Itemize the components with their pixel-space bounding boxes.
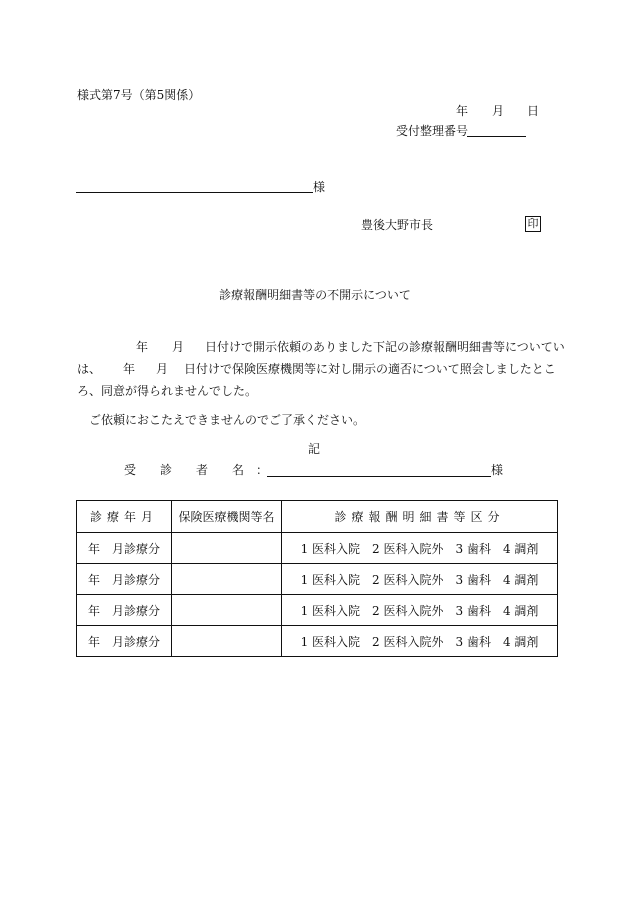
table-header-row bbox=[77, 501, 558, 533]
body-line4: ご依頼におこたえできませんのでご了承ください。 bbox=[89, 413, 366, 427]
cell-institution[interactable] bbox=[172, 626, 282, 657]
body-line1-month: 月 bbox=[172, 340, 185, 354]
ki-mark: 記 bbox=[308, 442, 321, 456]
date-month-label: 月 bbox=[492, 104, 505, 118]
patient-label: 受 診 者 名 ： bbox=[124, 463, 269, 477]
cell-category: 1 医科入院 2 医科入院外 3 歯科 4 調剤 bbox=[282, 626, 558, 657]
cell-institution[interactable] bbox=[172, 564, 282, 595]
cell-category: 1 医科入院 2 医科入院外 3 歯科 4 調剤 bbox=[282, 595, 558, 626]
cell-treatment-month: 年 月診療分 bbox=[77, 595, 172, 626]
table-row bbox=[77, 626, 558, 657]
header-category: 診療報酬明細書等区分 bbox=[282, 501, 558, 533]
body-line1-year: 年 bbox=[136, 340, 149, 354]
cell-treatment-month: 年 月診療分 bbox=[77, 533, 172, 564]
receipt-number-label: 受付整理番号 bbox=[396, 124, 469, 138]
document-title: 診療報酬明細書等の不開示について bbox=[219, 288, 411, 302]
addressee-field[interactable] bbox=[76, 192, 313, 193]
date-day-label: 日 bbox=[527, 104, 540, 118]
patient-name-field[interactable] bbox=[267, 476, 491, 477]
table-row bbox=[77, 533, 558, 564]
header-institution: 保険医療機関等名 bbox=[172, 501, 282, 533]
cell-institution[interactable] bbox=[172, 595, 282, 626]
table-row bbox=[77, 564, 558, 595]
body-line1-text: 日付けで開示依頼のありました下記の診療報酬明細書等についてい bbox=[205, 340, 565, 354]
body-line2-text: 日付けで保険医療機関等に対し開示の適否について照会しましたとこ bbox=[184, 362, 556, 376]
body-line3: ろ、同意が得られませんでした。 bbox=[77, 384, 258, 398]
body-line2-start: は、 bbox=[77, 362, 102, 376]
seal-mark: 印 bbox=[525, 216, 541, 232]
header-treatment-month: 診療年月 bbox=[77, 501, 172, 533]
date-year-label: 年 bbox=[456, 104, 469, 118]
cell-treatment-month: 年 月診療分 bbox=[77, 564, 172, 595]
patient-suffix: 様 bbox=[491, 463, 504, 477]
cell-category: 1 医科入院 2 医科入院外 3 歯科 4 調剤 bbox=[282, 533, 558, 564]
receipt-number-field[interactable] bbox=[467, 136, 526, 137]
issuer-name: 豊後大野市長 bbox=[361, 218, 434, 232]
body-line2-year: 年 bbox=[123, 362, 136, 376]
table-row bbox=[77, 595, 558, 626]
form-id: 様式第7号（第5関係） bbox=[77, 88, 201, 102]
addressee-suffix: 様 bbox=[313, 180, 326, 194]
cell-institution[interactable] bbox=[172, 533, 282, 564]
cell-category: 1 医科入院 2 医科入院外 3 歯科 4 調剤 bbox=[282, 564, 558, 595]
request-table bbox=[76, 500, 558, 657]
body-line2-month: 月 bbox=[156, 362, 169, 376]
cell-treatment-month: 年 月診療分 bbox=[77, 626, 172, 657]
